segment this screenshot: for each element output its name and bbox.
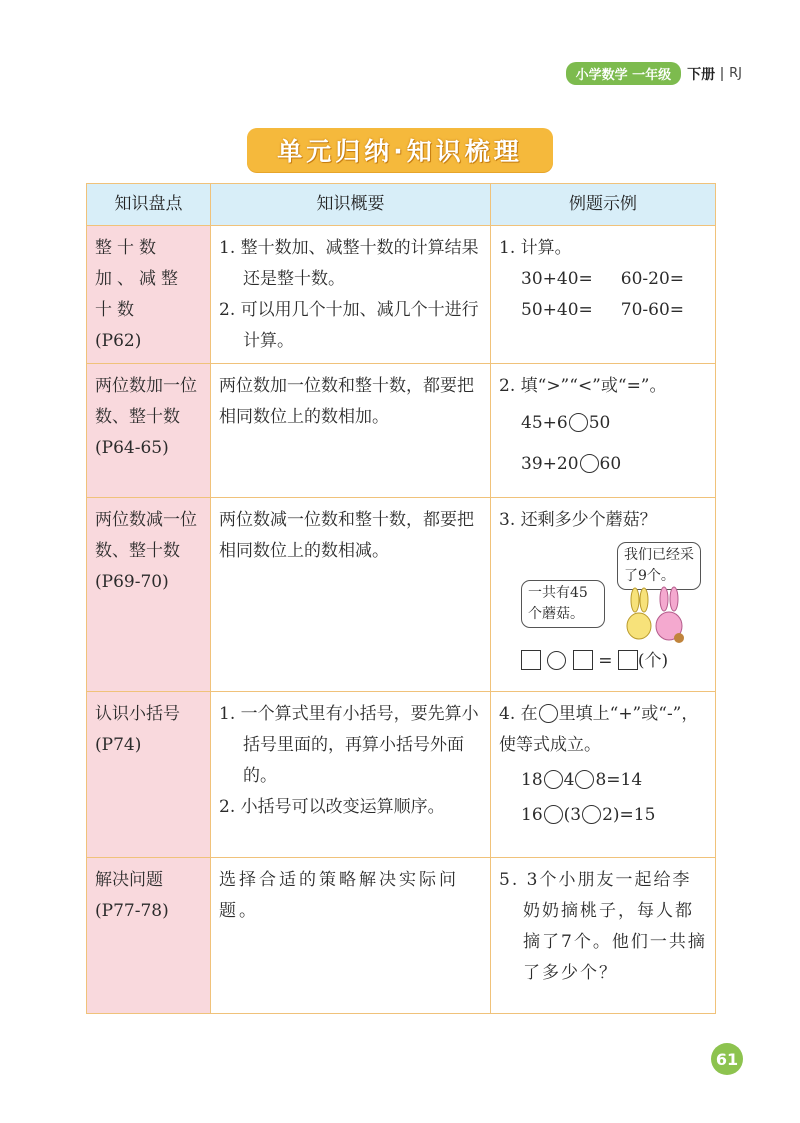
compare-circle[interactable] xyxy=(569,413,588,432)
summary-cell xyxy=(211,226,491,364)
topic-pages: (P74) xyxy=(95,735,142,755)
blank-circle xyxy=(539,704,558,723)
page-title: 单元归纳·知识梳理 xyxy=(247,128,553,172)
rabbits-icon xyxy=(617,586,697,646)
topic-title: 解决问题 xyxy=(95,870,163,890)
expression: 2)=15 xyxy=(602,805,656,825)
topic-title: 两位数加一位数、整十数 xyxy=(95,376,197,427)
expression: 45+6 xyxy=(521,413,568,433)
topic-title: 整十数加、减整十数 xyxy=(95,238,183,320)
speech-bubble: 我们已经采了9个。 xyxy=(617,542,701,590)
example-question: 1. 计算。 xyxy=(499,238,572,258)
table-row xyxy=(87,858,716,1014)
expression: 39+20 xyxy=(521,454,579,474)
answer-box[interactable] xyxy=(573,650,593,670)
column-header: 知识盘点 xyxy=(87,184,211,226)
operator-circle[interactable] xyxy=(547,651,566,670)
speech-bubble: 一共有45个蘑菇。 xyxy=(521,580,605,628)
table-row xyxy=(87,364,716,498)
example-cell xyxy=(491,858,716,1014)
page-number: 61 xyxy=(711,1043,743,1075)
operator-circle[interactable] xyxy=(544,770,563,789)
expression: 8=14 xyxy=(595,770,643,790)
example-cell xyxy=(491,498,716,692)
topic-cell xyxy=(87,692,211,858)
edition-label: RJ xyxy=(729,66,742,81)
topic-pages: (P69-70) xyxy=(95,572,169,592)
expression: (3 xyxy=(563,805,582,825)
summary-cell xyxy=(211,858,491,1014)
summary-item: 1. 一个算式里有小括号，要先算小括号里面的，再算小括号外面的。 xyxy=(219,704,479,786)
example-question: 4. 在 里填上“+”或“-”，使等式成立。 xyxy=(499,704,699,755)
answer-box[interactable] xyxy=(618,650,638,670)
operator-circle[interactable] xyxy=(544,805,563,824)
topic-pages: (P62) xyxy=(95,331,142,351)
table-row xyxy=(87,692,716,858)
expression: 70-60= xyxy=(620,300,685,320)
topic-pages: (P77-78) xyxy=(95,901,169,921)
summary-cell xyxy=(211,692,491,858)
title-banner xyxy=(0,128,800,172)
unit-label: (个) xyxy=(637,651,669,671)
topic-cell xyxy=(87,858,211,1014)
expression: 50 xyxy=(588,413,611,433)
summary-item: 两位数减一位数和整十数，都要把相同数位上的数相减。 xyxy=(219,510,474,561)
answer-box[interactable] xyxy=(521,650,541,670)
volume-label: 下册 xyxy=(687,66,716,83)
summary-item: 选择合适的策略解决实际问题。 xyxy=(219,870,459,921)
operator-circle[interactable] xyxy=(575,770,594,789)
summary-item: 两位数加一位数和整十数，都要把相同数位上的数相加。 xyxy=(219,376,474,427)
table-row xyxy=(87,498,716,692)
example-cell xyxy=(491,226,716,364)
topic-title: 两位数减一位数、整十数 xyxy=(95,510,197,561)
equals-sign: = xyxy=(598,651,613,671)
expression: 60-20= xyxy=(620,269,685,289)
topic-cell xyxy=(87,226,211,364)
summary-item: 2. 小括号可以改变运算顺序。 xyxy=(219,797,445,817)
example-cell xyxy=(491,692,716,858)
subject-badge: 小学数学 一年级 xyxy=(566,62,682,85)
expression: 4 xyxy=(563,770,575,790)
divider xyxy=(721,67,723,81)
expression: 18 xyxy=(521,770,543,790)
topic-cell xyxy=(87,364,211,498)
expression: 60 xyxy=(599,454,622,474)
column-header: 知识概要 xyxy=(211,184,491,226)
summary-item: 2. 可以用几个十加、减几个十进行计算。 xyxy=(219,300,479,351)
example-question: 3. 还剩多少个蘑菇？ xyxy=(499,510,657,530)
table-header-row xyxy=(87,184,716,226)
expression: 30+40= xyxy=(521,269,593,289)
topic-cell xyxy=(87,498,211,692)
example-question: 5. 3个小朋友一起给李奶奶摘桃子，每人都摘了7个。他们一共摘了多少个？ xyxy=(499,870,707,983)
topic-pages: (P64-65) xyxy=(95,438,169,458)
mushroom-illustration xyxy=(499,536,709,636)
summary-cell xyxy=(211,364,491,498)
summary-cell xyxy=(211,498,491,692)
expression: 16 xyxy=(521,805,543,825)
example-question: 2. 填“>”“<”或“=”。 xyxy=(499,376,667,396)
example-cell xyxy=(491,364,716,498)
compare-circle[interactable] xyxy=(580,454,599,473)
operator-circle[interactable] xyxy=(582,805,601,824)
header xyxy=(566,62,742,85)
summary-item: 1. 整十数加、减整十数的计算结果还是整十数。 xyxy=(219,238,479,289)
column-header: 例题示例 xyxy=(491,184,716,226)
table-row xyxy=(87,226,716,364)
topic-title: 认识小括号 xyxy=(95,704,180,724)
knowledge-table xyxy=(86,183,716,1014)
expression: 50+40= xyxy=(521,300,593,320)
